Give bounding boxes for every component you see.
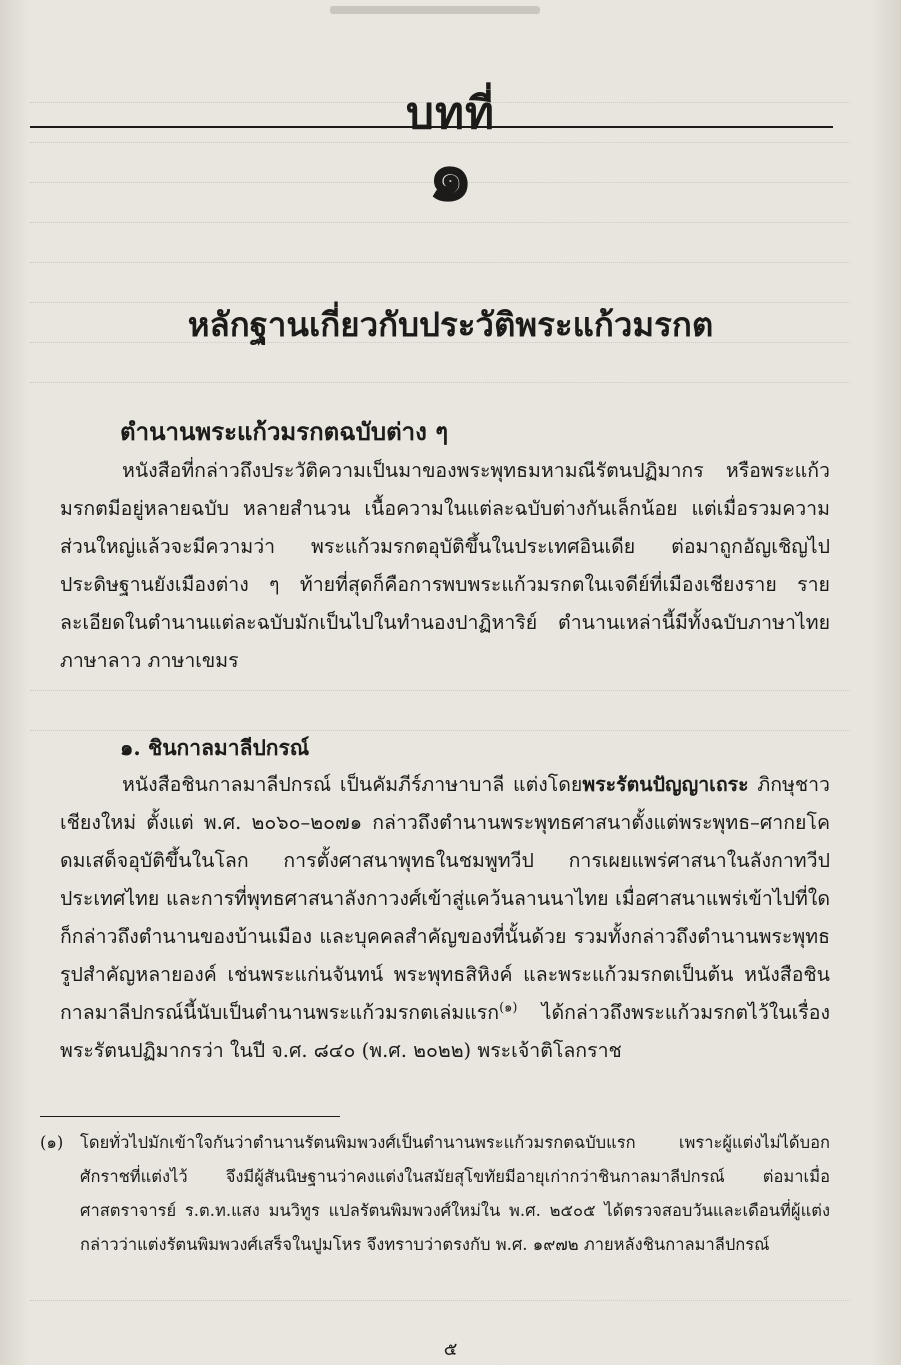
- section-heading: ตำนานพระแก้วมรกตฉบับต่าง ๆ: [120, 417, 449, 446]
- footnote-text: โดยทั่วไปมักเข้าใจกันว่าตำนานรัตนพิมพวงศ์เป็นตำนานพระแก้วมรกตฉบับแรก เพราะผู้แต่งไม่ได้บอกศักราชที่แต่งไว้ จึงมีผู้สันนิษฐานว่าคงแต่งในสมัยสุโขทัยมีอายุเก่ากว่าชินกาลมาลีปกรณ์ ต่อมาเมื่อศาสตราจารย์ ร.ต.ท.แสง มนวิทูร แปลรัตนพิมพวงศ์ใหม่ใน พ.ศ. ๒๕๐๕ ได้ตรวจสอบวันและเดือนที่ผู้แต่งกล่าวว่าแต่งรัตนพิมพวงศ์เสร็จในปูมโหร จึงทราบว่าตรงกับ พ.ศ. ๑๙๗๒ ภายหลังชินกาลมาลีปกรณ์: [80, 1133, 830, 1254]
- author-name: พระรัตนปัญญาเถระ: [582, 773, 749, 796]
- footnote: [40, 1126, 830, 1262]
- bleed-line: [30, 372, 850, 383]
- footnote-reference[interactable]: (๑): [499, 1000, 518, 1016]
- subsection-text-part2: ภิกษุชาวเชียงใหม่ ตั้งแต่ พ.ศ. ๒๐๖๐–๒๐๗๑ กล่าวถึงตำนานพระพุทธศาสนาตั้งแต่พระพุทธ–ศากยโคดมเสด็จอุบัติขึ้นในโลก การตั้งศาสนาพุทธในชมพูทวีป การเผยแพร่ศาสนาในลังกาทวีป ประเทศไทย และการที่พุทธศาสนาลังกาวงศ์เข้าสู่แคว้นลานนาไทย เมื่อศาสนาแพร่เข้าไปที่ใดก็กล่าวถึงตำนานของบ้านเมือง และบุคคลสำคัญของที่นั้นด้วย รวมทั้งกล่าวถึงตำนานพระพุทธรูปสำคัญหลายองค์ เช่นพระแก่นจันทน์ พระพุทธสิหิงค์ และพระแก้วมรกตเป็นต้น หนังสือชินกาลมาลีปกรณ์นี้นับเป็นตำนานพระแก้วมรกตเล่มแรก: [60, 773, 830, 1024]
- subsection-text-part1: หนังสือชินกาลมาลีปกรณ์ เป็นคัมภีร์ภาษาบาลี แต่งโดย: [122, 773, 583, 796]
- footnote-rule: [40, 1116, 340, 1117]
- footnote-mark: (๑): [40, 1133, 64, 1152]
- chapter-label: บทที่: [406, 88, 495, 139]
- chapter-number: ๑: [427, 132, 474, 217]
- page-number: ๕: [443, 1339, 458, 1360]
- chapter-title: หลักฐานเกี่ยวกับประวัติพระแก้วมรกต: [187, 305, 714, 344]
- chapter-rule: [30, 126, 833, 128]
- intro-text: หนังสือที่กล่าวถึงประวัติความเป็นมาของพระพุทธมหามณีรัตนปฏิมากร หรือพระแก้วมรกตมีอยู่หลายฉบับ หลายสำนวน เนื้อความในแต่ละฉบับต่างกันเล็กน้อย แต่เมื่อรวมความส่วนใหญ่แล้วจะมีความว่า พระแก้วมรกตอุบัติขึ้นในประเทศอินเดีย ต่อมาถูกอัญเชิญไปประดิษฐานยังเมืองต่าง ๆ ท้ายที่สุดก็คือการพบพระแก้วมรกตในเจดีย์ที่เมืองเชียงราย รายละเอียดในตำนานแต่ละฉบับมักเป็นไปในทำนองปาฏิหาริย์ ตำนานเหล่านี้มีทั้งฉบับภาษาไทย ภาษาลาว ภาษาเขมร: [60, 459, 830, 672]
- bleed-line: [30, 252, 850, 263]
- running-header-bleed: [330, 6, 540, 14]
- subsection-text-part3: ได้กล่าวถึงพระแก้วมรกตไว้ในเรื่องพระรัตนปฏิมากรว่า ในปี จ.ศ. ๘๔๐ (พ.ศ. ๒๐๒๒) พระเจ้าติโลกราช: [60, 1001, 830, 1062]
- subsection-heading: ๑. ชินกาลมาลีปกรณ์: [120, 735, 310, 760]
- bleed-line: [30, 720, 850, 731]
- subsection-paragraph: [60, 766, 830, 1070]
- intro-paragraph: [60, 452, 830, 680]
- bleed-line: [30, 1290, 850, 1301]
- bleed-line: [30, 680, 850, 691]
